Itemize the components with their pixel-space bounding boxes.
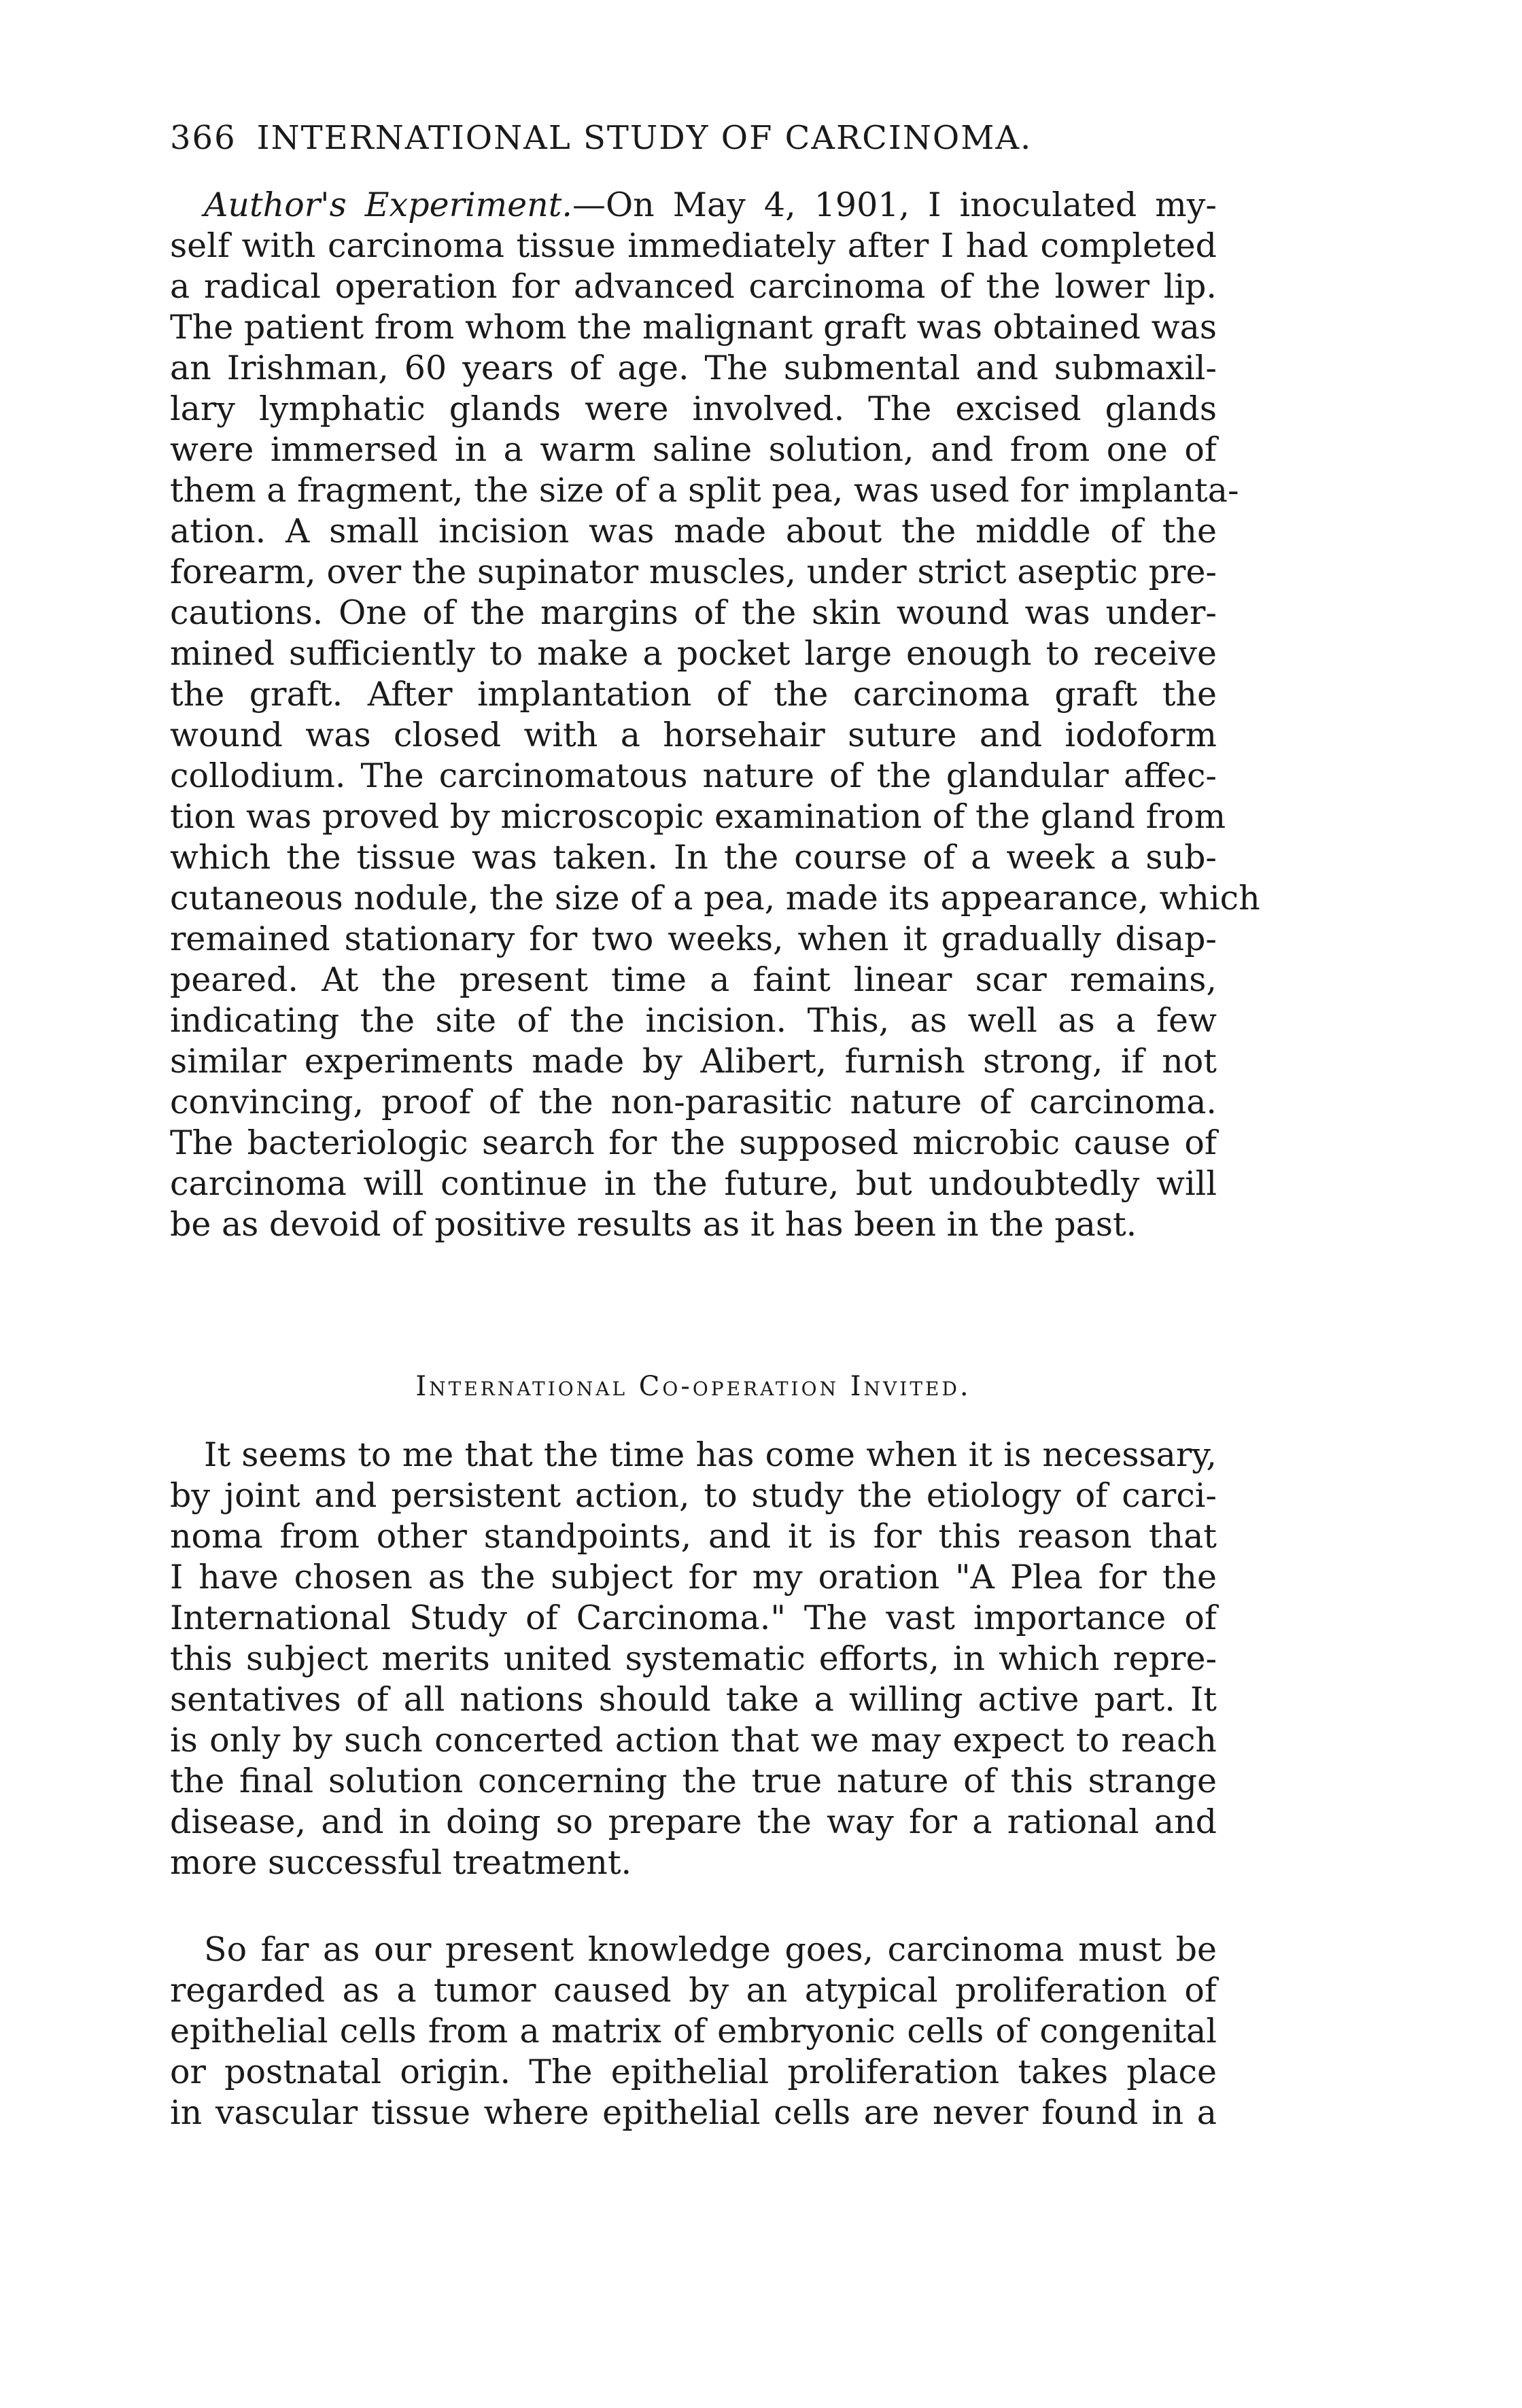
paragraph-line: It seems to me that the time has come when it is necessary, xyxy=(204,1435,1217,1474)
paragraph-line: them a fragment, the size of a split pea, was used for implanta- xyxy=(170,471,1239,510)
paragraph-line: by joint and persistent action, to study the etiology of carci- xyxy=(170,1476,1217,1515)
paragraph-line: self with carcinoma tissue immediately after I had completed xyxy=(170,226,1217,265)
line-text: —On May 4, 1901, I inoculated my- xyxy=(572,186,1217,224)
paragraph-line: wound was closed with a horsehair suture and iodoform xyxy=(170,716,1217,754)
paragraph-line: in vascular tissue where epithelial cells are never found in a xyxy=(170,2093,1217,2132)
paragraph-line: cutaneous nodule, the size of a pea, made its appearance, which xyxy=(170,879,1260,918)
paragraph-line: an Irishman, 60 years of age. The submental and submaxil- xyxy=(170,349,1217,387)
paragraph-line: more successful treatment. xyxy=(170,1843,632,1882)
paragraph-line: this subject merits united systematic efforts, in which repre- xyxy=(170,1639,1217,1678)
paragraph-line: collodium. The carcinomatous nature of the glandular affec- xyxy=(170,756,1217,795)
paragraph-international-cooperation xyxy=(170,1435,1217,1883)
paragraph-line: forearm, over the supinator muscles, under strict aseptic pre- xyxy=(170,553,1217,591)
lead-italic-phrase: Author's Experiment. xyxy=(204,186,572,224)
paragraph-line: similar experiments made by Alibert, furnish strong, if not xyxy=(170,1042,1217,1081)
paragraph-line xyxy=(170,185,1217,226)
paragraph-line: regarded as a tumor caused by an atypical proliferation of xyxy=(170,1971,1217,2010)
running-head xyxy=(170,107,1217,169)
paragraph-line: remained stationary for two weeks, when it gradually disap- xyxy=(170,920,1217,958)
paragraph-line: be as devoid of positive results as it has been in the past. xyxy=(170,1205,1137,1244)
section-heading: International Co-operation Invited. xyxy=(415,1371,971,1402)
paragraph-line: the graft. After implantation of the carcinoma graft the xyxy=(170,675,1217,714)
paragraph-line: peared. At the present time a faint linear scar remains, xyxy=(170,960,1217,999)
paragraph-line: I have chosen as the subject for my oration "A Plea for the xyxy=(170,1558,1217,1596)
paragraph-line: So far as our present knowledge goes, carcinoma must be xyxy=(204,1930,1217,1969)
paragraph-line: were immersed in a warm saline solution, and from one of xyxy=(170,430,1217,469)
paragraph-line: tion was proved by microscopic examination of the gland from xyxy=(170,797,1226,836)
paragraph-authors-experiment xyxy=(170,185,1260,1245)
paragraph-line: International Study of Carcinoma." The vast importance of xyxy=(170,1599,1217,1637)
paragraph-line: mined sufficiently to make a pocket large enough to receive xyxy=(170,634,1217,673)
running-title: INTERNATIONAL STUDY OF CARCINOMA. xyxy=(256,119,1033,157)
paragraph-line: noma from other standpoints, and it is for this reason that xyxy=(170,1517,1217,1556)
paragraph-line: a radical operation for advanced carcinoma of the lower lip. xyxy=(170,267,1217,306)
paragraph-line: The patient from whom the malignant graft was obtained was xyxy=(170,308,1217,347)
paragraph-line: sentatives of all nations should take a willing active part. It xyxy=(170,1680,1217,1719)
paragraph-line: carcinoma will continue in the future, but undoubtedly will xyxy=(170,1164,1217,1203)
paragraph-present-knowledge xyxy=(170,1930,1217,2133)
paragraph-line: the final solution concerning the true nature of this strange xyxy=(170,1762,1217,1800)
paragraph-line: ation. A small incision was made about the middle of the xyxy=(170,512,1217,551)
paragraph-line: or postnatal origin. The epithelial proliferation takes place xyxy=(170,2053,1217,2091)
paragraph-line: is only by such concerted action that we may expect to reach xyxy=(170,1721,1217,1760)
paragraph-line: convincing, proof of the non-parasitic nature of carcinoma. xyxy=(170,1083,1217,1121)
paragraph-line: The bacteriologic search for the supposed microbic cause of xyxy=(170,1123,1217,1162)
paragraph-line: indicating the site of the incision. This, as well as a few xyxy=(170,1001,1217,1040)
paragraph-line: lary lymphatic glands were involved. The excised glands xyxy=(170,389,1217,428)
page-number: 366 xyxy=(170,119,237,157)
paragraph-line: which the tissue was taken. In the course of a week a sub- xyxy=(170,838,1217,877)
paragraph-line: disease, and in doing so prepare the way for a rational and xyxy=(170,1802,1217,1841)
paragraph-line: cautions. One of the margins of the skin wound was under- xyxy=(170,593,1217,632)
paragraph-line: epithelial cells from a matrix of embryonic cells of congenital xyxy=(170,2012,1217,2051)
